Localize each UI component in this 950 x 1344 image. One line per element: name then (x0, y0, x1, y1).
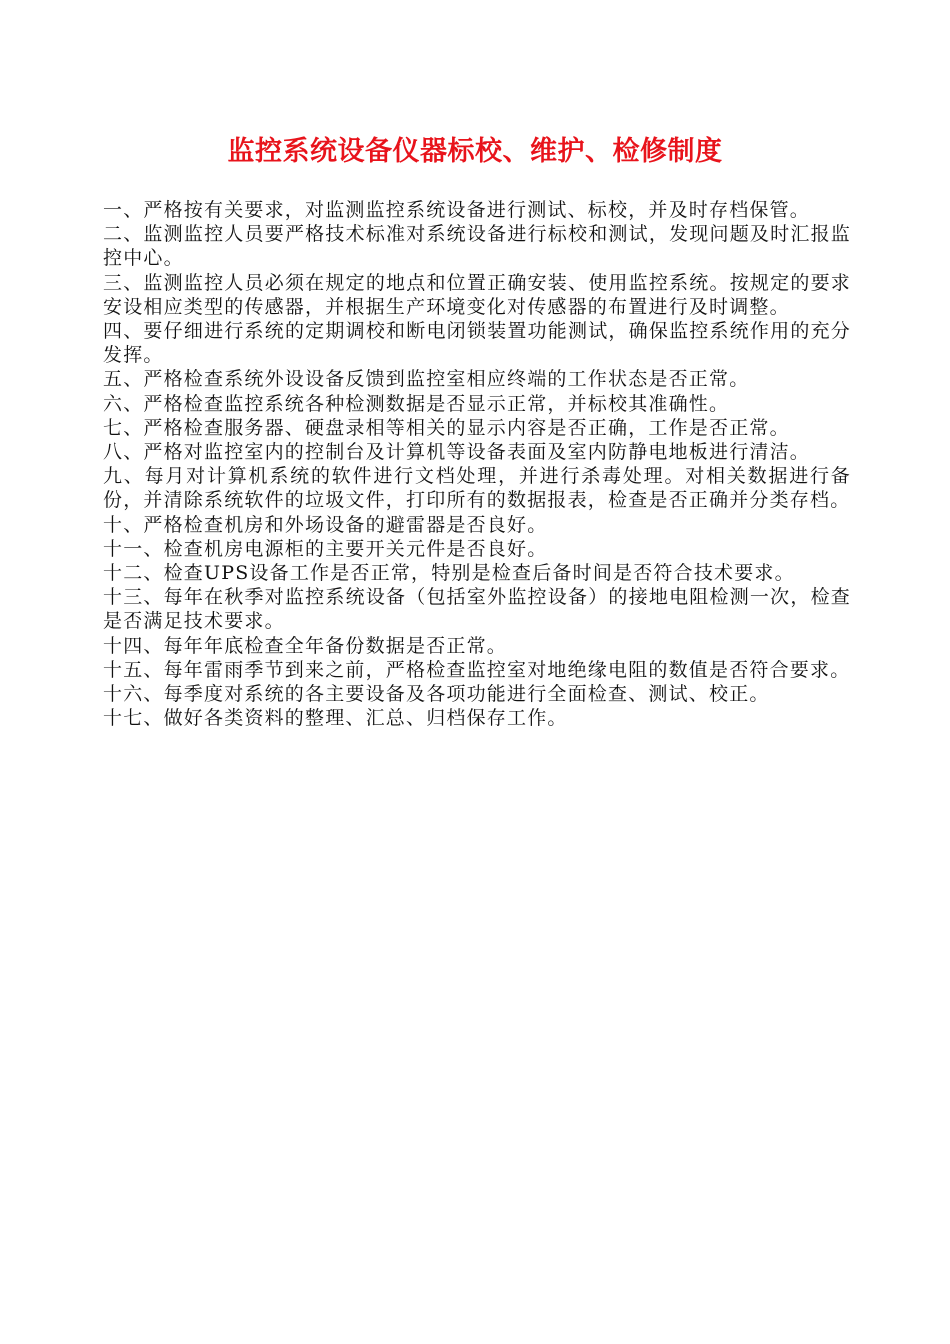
document-title: 监控系统设备仪器标校、维护、检修制度 (227, 136, 723, 167)
regulation-item-7: 七、严格检查服务器、硬盘录相等相关的显示内容是否正确，工作是否正常。 (103, 416, 790, 439)
regulation-item-15: 十五、每年雷雨季节到来之前，严格检查监控室对地绝缘电阻的数值是否符合要求。 (103, 658, 851, 681)
regulation-item-6: 六、严格检查监控系统各种检测数据是否显示正常，并标校其准确性。 (103, 392, 730, 415)
regulation-item-10: 十、严格检查机房和外场设备的避雷器是否良好。 (103, 513, 548, 536)
regulation-item-11: 十一、检查机房电源柜的主要开关元件是否良好。 (103, 537, 548, 560)
regulation-item-1: 一、严格按有关要求，对监测监控系统设备进行测试、标校，并及时存档保管。 (103, 199, 811, 221)
regulation-item-13: 十三、每年在秋季对监控系统设备（包括室外监控设备）的接地电阻检测一次，检查是否满足技术要求。 (103, 586, 851, 633)
regulation-item-14: 十四、每年年底检查全年备份数据是否正常。 (103, 634, 508, 657)
regulation-item-3: 三、监测监控人员必须在规定的地点和位置正确安装、使用监控系统。按规定的要求安设相应类型的传感器，并根据生产环境变化对传感器的布置进行及时调整。 (103, 271, 851, 318)
regulation-item-2: 二、监测监控人员要严格技术标准对系统设备进行标校和测试，发现问题及时汇报监控中心。 (103, 223, 851, 270)
regulation-item-5: 五、严格检查系统外设设备反馈到监控室相应终端的工作状态是否正常。 (103, 368, 750, 391)
regulation-item-17: 十七、做好各类资料的整理、汇总、归档保存工作。 (103, 707, 568, 730)
regulation-item-12: 十二、检查UPS设备工作是否正常，特别是检查后备时间是否符合技术要求。 (103, 562, 795, 585)
regulation-item-8: 八、严格对监控室内的控制台及计算机等设备表面及室内防静电地板进行清洁。 (103, 441, 811, 464)
regulation-item-9: 九、每月对计算机系统的软件进行文档处理，并进行杀毒处理。对相关数据进行备份，并清除系统软件的垃圾文件，打印所有的数据报表，检查是否正确并分类存档。 (103, 465, 851, 512)
regulation-item-4: 四、要仔细进行系统的定期调校和断电闭锁装置功能测试，确保监控系统作用的充分发挥。 (103, 320, 851, 367)
regulation-list (103, 198, 851, 730)
regulation-item-16: 十六、每季度对系统的各主要设备及各项功能进行全面检查、测试、校正。 (103, 683, 770, 706)
